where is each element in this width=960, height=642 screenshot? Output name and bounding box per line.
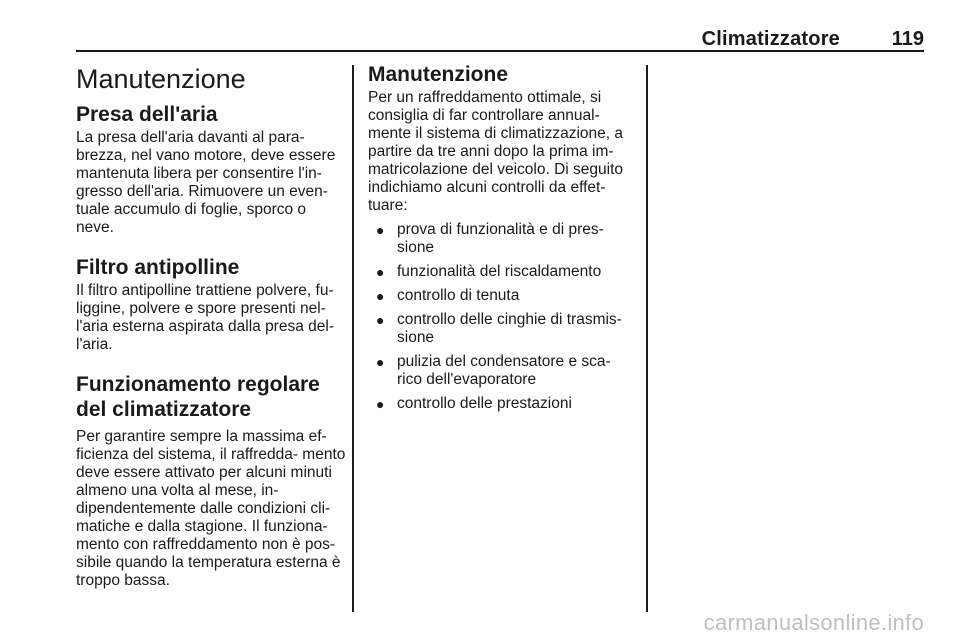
- bullet-icon: ●: [376, 312, 385, 328]
- list-item: ● controllo delle cinghie di trasmis- sione: [376, 311, 622, 346]
- bullet-icon: ●: [376, 354, 385, 370]
- column-divider-right: [646, 65, 648, 612]
- list-item: ● controllo delle prestazioni: [376, 395, 572, 412]
- watermark: carmanualsonline.info: [703, 610, 924, 635]
- chapter-title: Climatizzatore: [701, 28, 840, 50]
- list-item: ● pulizia del condensatore e sca- rico dell'evaporatore: [376, 353, 611, 388]
- bullet-icon: ●: [376, 396, 385, 412]
- left-column: [76, 62, 346, 590]
- right-column: [368, 62, 638, 419]
- header-divider: [76, 50, 924, 52]
- column-divider-left: [352, 65, 354, 612]
- bullet-icon: ●: [376, 222, 385, 238]
- maintenance-checklist: [368, 221, 638, 413]
- section-heading-air-intake: Presa dell'aria: [76, 103, 218, 126]
- section-heading-regular-operation: Funzionamento regolare del climatizzatore: [76, 373, 320, 421]
- list-item: ● controllo di tenuta: [376, 287, 520, 304]
- section-body-regular-operation: Per garantire sempre la massima ef- ficienza del sistema, il raffredda- mento deve essere attivato per alcuni minuti almeno una volta al mese, in- dipendentemente dalle condizioni cli- matiche e dalla stagione. Il funziona- mento con raffreddamento non è pos- sibile quando la temperatura esterna è troppo bassa.: [76, 428, 346, 589]
- page-number: 119: [891, 28, 924, 50]
- list-item: ● prova di funzionalità e di pres- sione: [376, 221, 604, 256]
- list-item: ● funzionalità del riscaldamento: [376, 263, 602, 280]
- maintenance-heading: Manutenzione: [368, 63, 508, 86]
- section-heading-pollen-filter: Filtro antipolline: [76, 256, 240, 279]
- section-body-air-intake: La presa dell'aria davanti al para- brezza, nel vano motore, deve essere mantenuta libera per consentire l'in- gresso dell'aria. Rimuovere un even- tuale accumulo di foglie, sporco o neve.: [76, 129, 336, 236]
- maintenance-intro: Per un raffreddamento ottimale, si consiglia di far controllare annual- mente il sistema di climatizzazione, a partire da tre anni dopo la prima im- matricolazione del veicolo. Di seguito indichiamo alcuni controlli da effet- tuare:: [368, 89, 624, 214]
- section-body-pollen-filter: Il filtro antipolline trattiene polvere, fu- liggine, polvere e spore presenti nel- l'aria esterna aspirata dalla presa del- l'aria.: [76, 282, 334, 353]
- main-heading: Manutenzione: [76, 64, 246, 94]
- bullet-icon: ●: [376, 264, 385, 280]
- bullet-icon: ●: [376, 288, 385, 304]
